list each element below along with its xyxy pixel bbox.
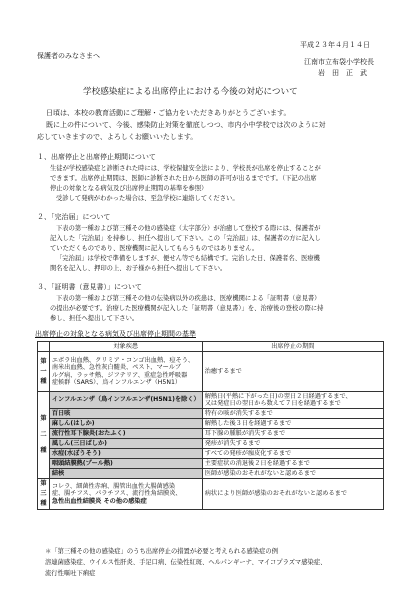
- disease-cell: 結核: [49, 469, 202, 479]
- table-row: [38, 439, 384, 449]
- disease-cell: 百日咳: [49, 409, 202, 419]
- section1-line: できます。出席停止期間は、医師に診断された日から医師の許可が出るまでです。（下記の出席: [50, 175, 317, 182]
- disease-cell: [49, 352, 202, 392]
- footnote-line: 溶連菌感染症、ウイルス性肝炎、手足口病、伝染性紅斑、ヘルパンギーナ、マイコプラズマ感染症、: [45, 559, 327, 566]
- table-row: [38, 459, 384, 469]
- group-label: 第一種: [38, 352, 50, 392]
- disease-cell: 流行性耳下腺炎(おたふく): [49, 429, 202, 439]
- footnote-line: 流行性嘔吐下痢症: [45, 570, 96, 577]
- disease-line: 症、腸チフス、パラチフス、流行性角結膜炎、: [51, 490, 182, 498]
- section1-line: 受診して発病がわかった場合は、至急学校に連絡してください。: [56, 195, 239, 202]
- period-cell: 発疹が消失するまで: [202, 439, 383, 449]
- table-row: [38, 409, 384, 419]
- intro-line: 日頃は、本校の教育活動にご理解・ご協力をいただきありがとうございます。: [46, 109, 291, 117]
- addressee: 保護者のみなさまへ: [37, 52, 100, 60]
- disease-cell: インフルエンザ（鳥インフルエンザ(H5N1)を除く）: [49, 392, 202, 409]
- period-cell: 耳下腺の腫脹が消失するまで: [202, 429, 383, 439]
- section3-line: 下表の第一種および第三種その他の伝染病以外の疾患は、医療機関による「証明書（意見書）: [56, 295, 321, 302]
- intro-line: 応していきますので、よろしくお願いいたします。: [37, 133, 198, 141]
- disease-line: 急性出血性結膜炎 その他の感染症: [51, 497, 147, 505]
- date: 平成２３年４月１４日: [300, 41, 370, 49]
- table-row: [38, 449, 384, 459]
- period-cell: 治癒するまで: [202, 352, 383, 392]
- period-cell: [202, 392, 383, 409]
- sender-school: 江南市立布袋小学校長: [304, 58, 374, 66]
- section2-line: 下表の第一種および第三種その他の感染症（太字部分）が治癒して登校する際には、保護者が: [56, 225, 321, 232]
- table-row: [38, 392, 384, 409]
- col-header-disease: 対象疾患: [49, 342, 202, 352]
- section2-line: 記入した「完治届」を持参し、担任へ提出して下さい。この「完治届」は、保護者の方に記入し: [50, 235, 321, 242]
- disease-line: 症候群（SARS）、鳥インフルエンザ（H5N1）: [51, 378, 182, 386]
- section3-line: 参し、担任へ提出して下さい。: [50, 315, 139, 322]
- disease-cell: 咽頭結膜熱(プール熱): [49, 459, 202, 469]
- section2-heading: ２、「完治届」について: [37, 213, 111, 221]
- disease-line: 南米出血熱、急性灰白髄炎、ペスト、マールブ: [51, 364, 182, 372]
- table-row: [38, 419, 384, 429]
- disease-cell: 風しん(三日ばしか): [49, 439, 202, 449]
- intro-line: 既に上の件について、今後、感染防止対策を徹底しつつ、市内小中学校では次のように対: [46, 121, 326, 129]
- period-cell: 病状により医師が感染のおそれがないと認めるまで: [202, 479, 383, 510]
- table-header-row: [38, 342, 384, 352]
- section2-line: 関名を記入し、押印の上、お子様から担任へ提出して下さい。: [50, 265, 227, 272]
- page-title: 学校感染症による出席停止における今後の対応について: [83, 87, 298, 97]
- disease-line: エボラ出血熱、クリミア・コンゴ出血熱、痘そう、: [51, 356, 195, 364]
- period-cell: 主要症状の消退後２日を経過するまで: [202, 459, 383, 469]
- group-label: 第三種: [38, 479, 50, 510]
- disease-cell: 水痘(水ぼうそう): [49, 449, 202, 459]
- period-line: 解熱日(平熱に下がった日)の翌日２日経過するまで、: [204, 392, 352, 400]
- table-row: [38, 479, 384, 510]
- section1-line: 生徒が学校感染症と診断された時には、学校保健安全法により、学校長が出席を停止することが: [50, 165, 321, 172]
- disease-cell: [49, 479, 202, 510]
- period-cell: 解熱した後３日を経過するまで: [202, 419, 383, 429]
- footnote-line: ＊「第三種その他の感染症」のうち出席停止の措置が必要と考えられる感染症の例: [45, 548, 278, 555]
- period-cell: すべての発疹が痂皮化するまで: [202, 449, 383, 459]
- section2-line: ていただくものであり、医療機関に記入してもらうものではありません。: [50, 245, 259, 252]
- period-cell: 特有の咳が消失するまで: [202, 409, 383, 419]
- period-line: 又は発症日の翌日から数えて７日を経過するまで: [204, 400, 341, 407]
- table-caption: 出席停止の対象となる病気及び出席停止期間の基準: [35, 330, 196, 338]
- section1-line: 停止の対象となる病気及び出席停止期間の基準を参照）: [50, 185, 208, 192]
- group-label: 第二種: [38, 392, 50, 479]
- period-cell: 医師が感染のおそれがないと認めるまで: [202, 469, 383, 479]
- section2-line: 「完治届」は学校で準備をしますが、便せん等でも結構です。完治した日、保護者名、医療機: [56, 255, 320, 262]
- section3-heading: ３、「証明書（意見書）」について: [37, 283, 142, 291]
- section3-line: の提出が必要です。治療した医療機関が記入した「証明書（意見書）」を、治療後の登校の際に持: [50, 305, 324, 312]
- disease-line: コレラ、細菌性赤痢、腸管出血性大腸菌感染: [51, 482, 176, 490]
- table-row: [38, 352, 384, 392]
- sender-name: 岩 田 正 武: [318, 69, 367, 77]
- col-header-period: 出席停止の期間: [202, 342, 383, 352]
- table-row: [38, 429, 384, 439]
- section1-heading: １、出席停止と出席停止期間について: [37, 153, 156, 161]
- disease-table: [37, 341, 384, 510]
- table-row: [38, 469, 384, 479]
- disease-line: ルグ病、ラッサ熱、ジフテリア、重症急性呼吸器: [51, 371, 188, 379]
- disease-cell: 麻しん(はしか): [49, 419, 202, 429]
